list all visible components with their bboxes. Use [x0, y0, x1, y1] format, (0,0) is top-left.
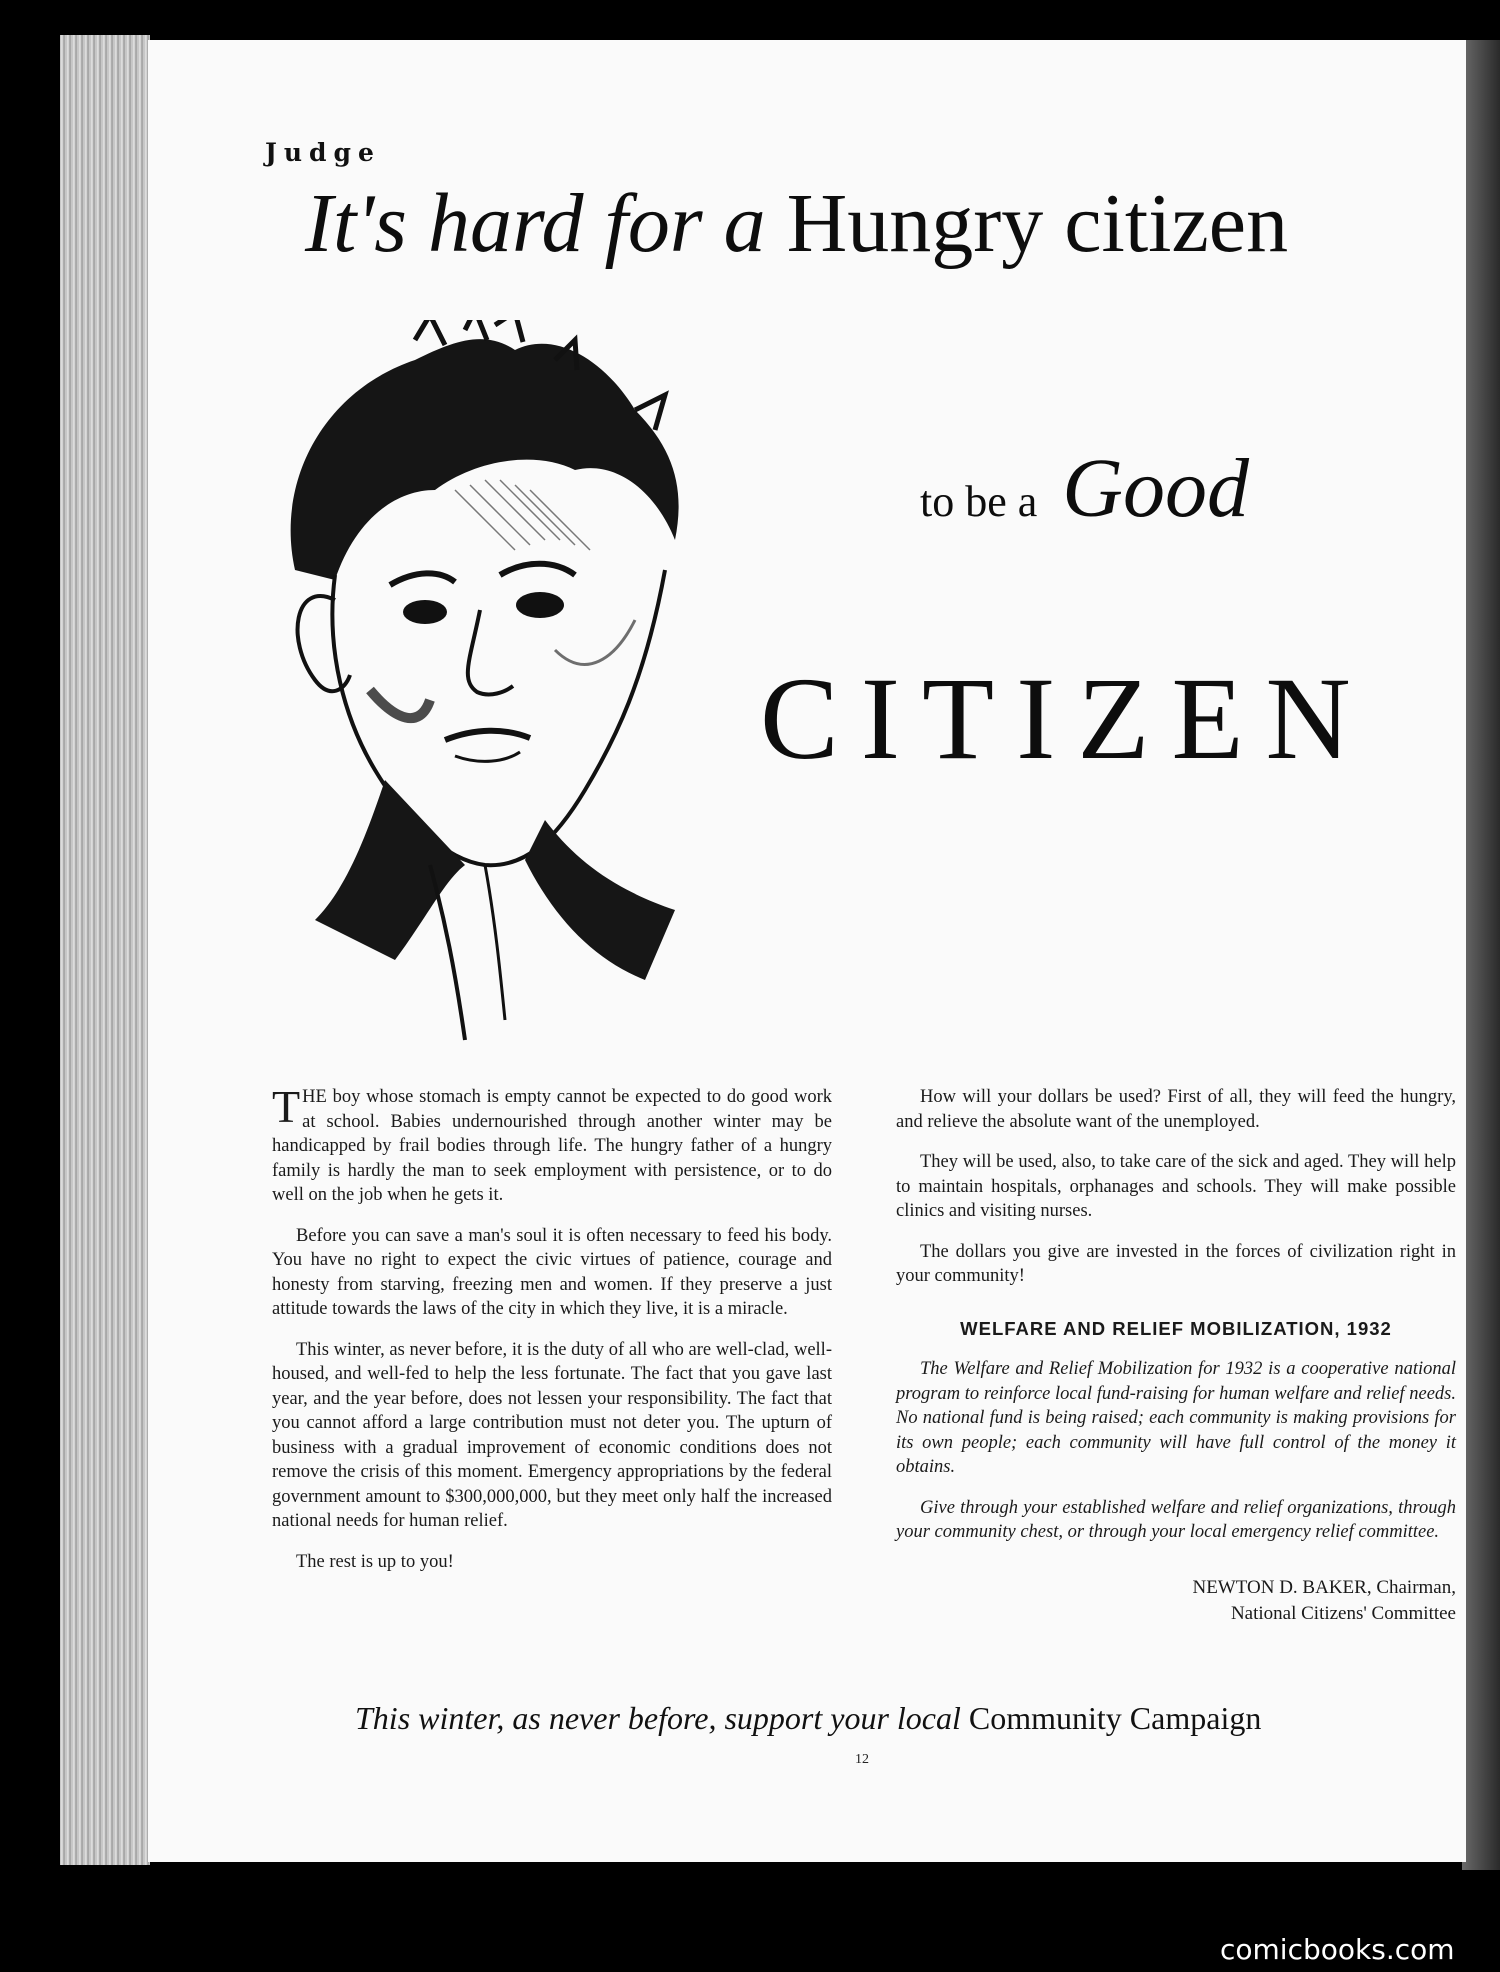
page-number: 12: [855, 1752, 869, 1767]
boy-portrait-illustration: [255, 320, 735, 1060]
magazine-name: Judge: [265, 138, 381, 167]
left-paragraph-1: [272, 1081, 832, 1208]
left-paragraph-4: The rest is up to you!: [296, 1551, 454, 1572]
subheadline-prefix: to be a: [920, 477, 1038, 526]
signature-organization: National Citizens' Committee: [1230, 1602, 1456, 1624]
right-body-column: [896, 1085, 1456, 1627]
book-page-edges: [60, 35, 150, 1865]
signature-block: [896, 1575, 1456, 1627]
citizen-heading: CITIZEN: [760, 653, 1373, 784]
right-paragraph-1: How will your dollars be used? First of all, they will feed the hungry, and relieve the absolute want of the unemployed.: [896, 1087, 1456, 1132]
left-paragraph-1-text: HE boy whose stomach is empty cannot be expected to do good work at school. Babies undernourished through another winter may be handicapped by frail bodies through life. The hungry father of a hungry family is hardly the man to seek employment with persistence, or to do well on the job when he gets it.: [272, 1087, 832, 1205]
signature-name: NEWTON D. BAKER, Chairman,: [1192, 1576, 1456, 1598]
left-body-column: [272, 1081, 832, 1590]
footer-slogan-part-3: Community Campaign: [968, 1700, 1262, 1736]
left-paragraph-3: This winter, as never before, it is the duty of all who are well-clad, well-housed, and well-fed to help the less fortunate. The fact that you gave last year, and the year before, does not lessen your responsibility. The fact that you cannot afford a large contribution must not deter you. The upturn of business with a gradual improvement of economic conditions does not remove the crisis of this moment. Emergency appropriations by the federal government amount to $300,000,000, but they meet only half the increased national needs for human relief.: [272, 1339, 832, 1531]
left-paragraph-2: Before you can save a man's soul it is often necessary to feed his body. You have no right to expect the civic virtues of patience, courage and honesty from starving, freezing men and women. If they preserve a just attitude towards the laws of the city in which they live, it is a miracle.: [272, 1225, 832, 1319]
right-italic-paragraph-2: Give through your established welfare and relief organizations, through your community chest, or through your local emergency relief committee.: [896, 1497, 1456, 1542]
site-watermark: comicbooks.com: [1220, 1933, 1455, 1966]
subheadline: [920, 440, 1249, 537]
facing-page-edge: [1462, 40, 1500, 1870]
footer-slogan-part-1: This winter, as never before, support: [355, 1700, 823, 1736]
right-paragraph-2: They will be used, also, to take care of the sick and aged. They will help to maintain hospitals, orphanages and schools. They will make possible clinics and visiting nurses.: [896, 1152, 1456, 1221]
headline: [305, 177, 1425, 270]
right-paragraph-3: The dollars you give are invested in the forces of civilization right in your community!: [896, 1241, 1456, 1286]
organization-heading: WELFARE AND RELIEF MOBILIZATION, 1932: [960, 1317, 1392, 1339]
headline-italic: It's hard for a: [305, 177, 766, 270]
headline-roman: Hungry citizen: [786, 177, 1289, 270]
right-italic-paragraph-1: The Welfare and Relief Mobilization for 1932 is a cooperative national program to reinforce local fund-raising for human welfare and relief needs. No national fund is being raised; each community is making provisions for its own people; each community will have full control of the money it obtains.: [896, 1359, 1456, 1477]
footer-slogan: [355, 1700, 1395, 1737]
drop-cap: T: [272, 1081, 301, 1132]
footer-slogan-part-2: your local: [830, 1700, 961, 1736]
subheadline-good: Good: [1062, 442, 1249, 535]
